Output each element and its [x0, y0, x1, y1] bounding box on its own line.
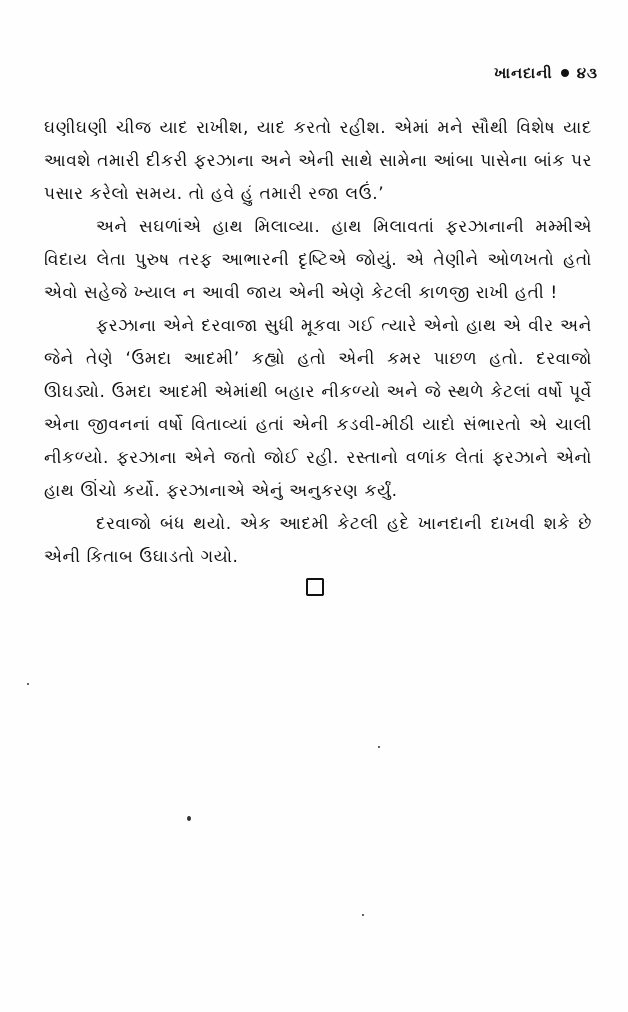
- print-speck-icon: [187, 816, 191, 821]
- paragraph-4: દરવાજો બંધ થયો. એક આદમી કેટલી હદે ખાનદાની દાખવી શકે છે એની કિતાબ ઉઘાડતો ગયો.: [44, 514, 592, 567]
- body-text: [44, 112, 592, 574]
- print-speck-icon: [27, 683, 29, 685]
- print-speck-icon: [378, 746, 380, 748]
- paragraph-1: ઘણીઘણી ચીજ યાદ રાખીશ, યાદ કરતો રહીશ. એમાં મને સૌથી વિશેષ યાદ આવશે તમારી દીકરી ફરઝાના અને એની સાથે સામેના આંબા પાસેના બાંક પર પસાર કરેલો સમય. તો હવે હું તમારી રજા લઉં.’: [44, 118, 592, 204]
- bullet-icon: [561, 69, 569, 77]
- chapter-title: ખાનદાની: [493, 64, 553, 82]
- paragraph-2: અને સઘળાંએ હાથ મિલાવ્યા. હાથ મિલાવતાં ફરઝાનાની મમ્મીએ વિદાય લેતા પુરુષ તરફ આભારની દૃષ્ટિએ જોયું. એ તેણીને ઓળખતો હતો એવો સહેજે ખ્યાલ ન આવી જાય એની એણે કેટલી કાળજી રાખી હતી !: [44, 217, 592, 303]
- paragraph-3: ફરઝાના એને દરવાજા સુધી મૂકવા ગઈ ત્યારે એનો હાથ એ વીર અને જેને તેણે ‘ઉમદા આદમી’ કહ્યો હતો એની કમર પાછળ હતો. દરવાજો ઊઘડ્યો. ઉમદા આદમી એમાંથી બહાર નીકળ્યો અને જે સ્થળે કેટલાં વર્ષો પૂર્વે એના જીવનનાં વર્ષો વિતાવ્યાં હતાં એની કડવી-મીઠી યાદો સંભારતો એ ચાલી નીકળ્યો. ફરઝાના એને જતો જોઈ રહી. રસ્તાનો વળાંક લેતાં ફરઝાને એનો હાથ ઊંચો કર્યો. ફરઝાનાએ એનું અનુકરણ કર્યું.: [44, 316, 592, 501]
- page-number: ૪૩: [576, 64, 598, 82]
- running-head: [494, 64, 598, 82]
- square-end-mark-icon: [306, 578, 324, 596]
- print-speck-icon: [362, 914, 364, 916]
